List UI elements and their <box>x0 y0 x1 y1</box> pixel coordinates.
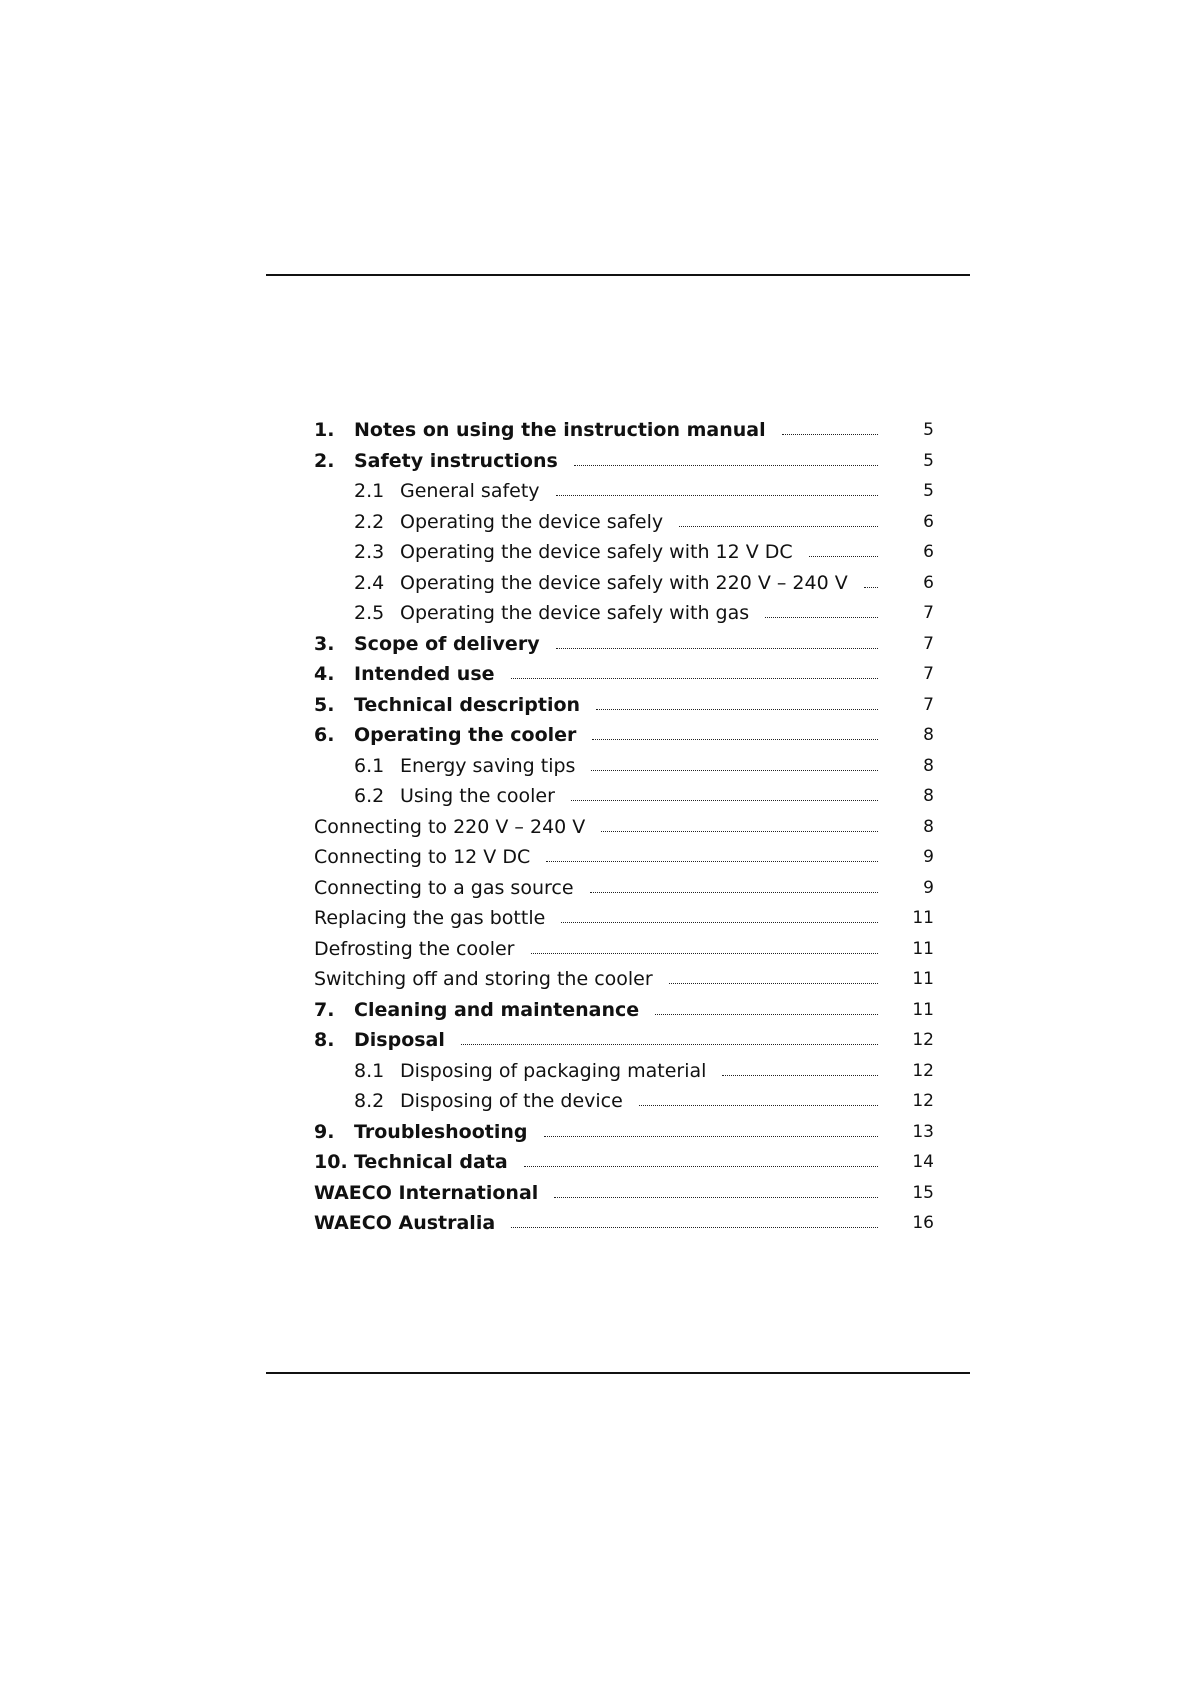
toc-entry[interactable] <box>314 1056 934 1087</box>
bottom-rule <box>266 1372 970 1374</box>
toc-entry-page: 15 <box>912 1182 934 1203</box>
toc-entry[interactable] <box>314 1086 934 1117</box>
dot-leader <box>864 587 878 588</box>
toc-entry-page: 11 <box>912 969 934 989</box>
toc-entry-page: 5 <box>923 420 934 440</box>
dot-leader <box>639 1105 878 1106</box>
toc-entry-title: Operating the cooler <box>354 724 577 746</box>
dot-leader <box>546 861 878 862</box>
toc-entry-title: Technical data <box>354 1151 508 1173</box>
toc-entry-page: 6 <box>923 511 934 532</box>
toc-entry-number: 7. <box>314 998 335 1021</box>
toc-entry-number: 2.4 <box>354 571 385 594</box>
dot-leader <box>556 648 878 649</box>
toc-entry-page: 11 <box>912 938 934 959</box>
toc-entry-number: 6. <box>314 724 335 746</box>
toc-entry-title: Technical description <box>354 693 581 716</box>
toc-entry-number: 1. <box>314 419 335 441</box>
toc-entry-title: Connecting to 12 V DC <box>314 846 531 868</box>
toc-entry[interactable] <box>314 598 934 629</box>
dot-leader <box>591 770 878 771</box>
toc-entry-number: 9. <box>314 1120 335 1143</box>
toc-entry-page: 9 <box>923 877 934 898</box>
toc-entry-page: 8 <box>923 755 934 776</box>
dot-leader <box>571 800 878 801</box>
toc-entry-number: 8.2 <box>354 1090 385 1112</box>
toc-entry[interactable] <box>314 1208 934 1239</box>
toc-entry[interactable] <box>314 690 934 721</box>
toc-entry-title: Using the cooler <box>400 785 555 807</box>
dot-leader <box>524 1166 878 1167</box>
toc-entry[interactable] <box>314 903 934 934</box>
toc-entry-title: Operating the device safely with 220 V – 240 V <box>400 571 848 594</box>
dot-leader <box>531 953 878 954</box>
toc-entry-number: 2.1 <box>354 480 385 502</box>
toc-entry-title: Scope of delivery <box>354 632 540 655</box>
toc-entry[interactable] <box>314 507 934 538</box>
toc-entry-page: 11 <box>912 999 934 1020</box>
dot-leader <box>544 1136 878 1137</box>
toc-entry-number: 3. <box>314 632 335 655</box>
dot-leader <box>669 983 878 984</box>
toc-entry[interactable] <box>314 873 934 904</box>
toc-entry-number: 5. <box>314 693 335 716</box>
dot-leader <box>765 617 878 618</box>
toc-entry-title: Energy saving tips <box>400 754 576 777</box>
toc-entry-number: 2.3 <box>354 541 385 563</box>
toc-entry[interactable] <box>314 476 934 507</box>
dot-leader <box>679 526 878 527</box>
toc-entry-page: 7 <box>923 603 934 623</box>
dot-leader <box>809 556 878 557</box>
toc-entry-number: 2.2 <box>354 510 385 533</box>
toc-entry-page: 16 <box>912 1213 934 1233</box>
toc-entry-page: 8 <box>923 725 934 745</box>
toc-entry-page: 8 <box>923 786 934 806</box>
dot-leader <box>722 1075 878 1076</box>
toc-entry-title: Defrosting the cooler <box>314 937 515 960</box>
dot-leader <box>511 678 878 679</box>
dot-leader <box>574 465 878 466</box>
toc-entry[interactable] <box>314 720 934 751</box>
toc-entry-page: 12 <box>912 1091 934 1111</box>
toc-entry-title: Connecting to a gas source <box>314 876 574 899</box>
toc-entry-page: 12 <box>912 1030 934 1050</box>
toc-entry-page: 13 <box>912 1121 934 1142</box>
toc-entry-number: 4. <box>314 663 335 685</box>
toc-entry-page: 8 <box>923 816 934 837</box>
dot-leader <box>556 495 878 496</box>
toc-entry-page: 7 <box>923 633 934 654</box>
toc-entry[interactable] <box>314 812 934 843</box>
toc-entry[interactable] <box>314 1117 934 1148</box>
toc-entry[interactable] <box>314 995 934 1026</box>
toc-entry-page: 12 <box>912 1060 934 1081</box>
dot-leader <box>590 892 878 893</box>
dot-leader <box>592 739 878 740</box>
toc-entry-title: Switching off and storing the cooler <box>314 968 653 990</box>
toc-entry-title: Operating the device safely with 12 V DC <box>400 541 793 563</box>
toc-entry-page: 5 <box>923 481 934 501</box>
toc-entry[interactable] <box>314 781 934 812</box>
top-rule <box>266 274 970 276</box>
toc-entry-page: 11 <box>912 908 934 928</box>
toc-entry[interactable] <box>314 446 934 477</box>
dot-leader <box>596 709 878 710</box>
toc-entry-title: Disposing of the device <box>400 1090 623 1112</box>
toc-entry-page: 6 <box>923 542 934 562</box>
toc-entry-title: Disposing of packaging material <box>400 1059 707 1082</box>
toc-entry[interactable] <box>314 964 934 995</box>
dot-leader <box>782 434 878 435</box>
toc-entry-title: Intended use <box>354 663 495 685</box>
toc-entry-number: 6.1 <box>354 754 385 777</box>
toc-entry-number: 6.2 <box>354 785 385 807</box>
toc-entry-page: 7 <box>923 694 934 715</box>
toc-entry[interactable] <box>314 659 934 690</box>
toc-entry-title: Cleaning and maintenance <box>354 998 640 1021</box>
toc-entry-title: Operating the device safely <box>400 510 664 533</box>
toc-entry-title: Disposal <box>354 1029 445 1051</box>
toc-entry-title: Safety instructions <box>354 449 558 472</box>
toc-entry-number: 8. <box>314 1029 335 1051</box>
toc-entry-page: 7 <box>923 664 934 684</box>
toc-entry-title: Notes on using the instruction manual <box>354 419 766 441</box>
dot-leader <box>554 1197 878 1198</box>
toc-entry-title: WAECO Australia <box>314 1212 496 1234</box>
table-of-contents <box>314 415 934 1239</box>
toc-entry-page: 5 <box>923 450 934 471</box>
toc-entry-page: 6 <box>923 572 934 593</box>
toc-entry-title: Connecting to 220 V – 240 V <box>314 815 586 838</box>
toc-entry-number: 10. <box>314 1151 348 1173</box>
toc-entry[interactable] <box>314 751 934 782</box>
toc-entry[interactable] <box>314 1147 934 1178</box>
toc-entry-title: General safety <box>400 480 540 502</box>
toc-entry[interactable] <box>314 842 934 873</box>
toc-entry[interactable] <box>314 537 934 568</box>
toc-entry-page: 14 <box>912 1152 934 1172</box>
dot-leader <box>461 1044 878 1045</box>
dot-leader <box>655 1014 878 1015</box>
toc-entry-number: 8.1 <box>354 1059 385 1082</box>
toc-entry-number: 2.5 <box>354 602 385 624</box>
toc-entry[interactable] <box>314 1025 934 1056</box>
toc-entry-title: Troubleshooting <box>354 1120 528 1143</box>
toc-entry-title: WAECO International <box>314 1181 539 1204</box>
toc-entry-title: Replacing the gas bottle <box>314 907 546 929</box>
toc-entry-page: 9 <box>923 847 934 867</box>
toc-entry-number: 2. <box>314 449 335 472</box>
toc-entry[interactable] <box>314 629 934 660</box>
toc-entry[interactable] <box>314 568 934 599</box>
dot-leader <box>511 1227 878 1228</box>
dot-leader <box>561 922 878 923</box>
toc-entry[interactable] <box>314 415 934 446</box>
toc-entry-title: Operating the device safely with gas <box>400 602 750 624</box>
toc-entry[interactable] <box>314 1178 934 1209</box>
dot-leader <box>601 831 878 832</box>
toc-entry[interactable] <box>314 934 934 965</box>
